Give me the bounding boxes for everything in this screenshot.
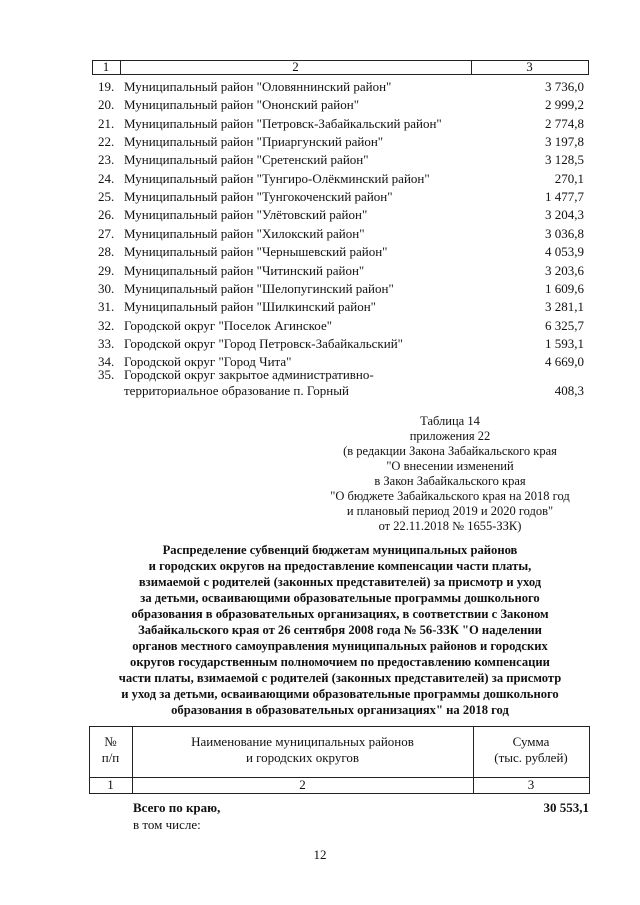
caption-line: (в редакции Закона Забайкальского края (343, 444, 557, 458)
caption-line: "О бюджете Забайкальского края на 2018 год (330, 489, 570, 503)
caption-line: и плановый период 2019 и 2020 годов" (346, 504, 554, 518)
row-name: Муниципальный район "Тунгокоченский район" (124, 189, 393, 205)
title-line: образования в образовательных организациях" на 2018 год (171, 703, 509, 717)
row-sum: 270,1 (554, 170, 584, 186)
row-name: Городской округ "Город Чита" (124, 354, 292, 370)
top-table-header-col3: 3 (526, 59, 533, 74)
row-sum: 3 197,8 (545, 134, 584, 150)
title-line: части платы, взимаемой с родителей (законных представителей) за присмотр (118, 671, 562, 685)
caption-line: приложения 22 (409, 429, 491, 443)
row-name: Муниципальный район "Хилокский район" (124, 225, 365, 241)
row-number: 19. (98, 79, 115, 94)
caption-line: от 22.11.2018 № 1655-ЗЗК) (378, 519, 522, 533)
row-name: Муниципальный район "Приаргунский район" (124, 134, 384, 150)
col-number-header: № п/п (101, 734, 120, 765)
row-number: 28. (98, 244, 115, 260)
row-sum: 3 128,5 (545, 152, 584, 168)
title-line: Забайкальского края от 26 сентября 2008 года № 56-ЗЗК "О наделении (138, 623, 542, 637)
title-line: и уход за детьми, осваивающими образовательные программы дошкольного (121, 687, 559, 701)
row-name: Муниципальный район "Тунгиро-Олёкминский район" (124, 170, 430, 186)
row-number: 34. (98, 354, 115, 370)
row-number: 24. (98, 170, 115, 186)
col-sum-header: Сумма (тыс. рублей) (494, 734, 568, 765)
row-sum: 6 325,7 (545, 317, 584, 333)
row-sum: 1 477,7 (545, 189, 584, 205)
row-sum: 3 204,3 (545, 207, 584, 223)
row-number: 31. (98, 299, 115, 315)
row-name: Муниципальный район "Читинский район" (124, 262, 365, 278)
row-name: Муниципальный район "Петровск-Забайкальский район" (124, 115, 442, 131)
page-number: 12 (313, 847, 327, 862)
row-name: Муниципальный район "Сретенский район" (124, 152, 369, 168)
row-name: Муниципальный район "Шелопугинский район" (124, 280, 394, 296)
top-table-header-col2: 2 (292, 59, 299, 74)
row-number: 33. (98, 335, 115, 351)
row-sum: 1 609,6 (545, 280, 584, 296)
title-line: за детьми, осваивающими образовательные программы дошкольного (140, 591, 540, 605)
total-sub-label: в том числе: (133, 817, 201, 832)
row-sum: 4 669,0 (545, 354, 584, 370)
total-label: Всего по краю, (133, 800, 221, 815)
row-name: Муниципальный район "Оловяннинский район" (124, 79, 392, 94)
col-index-3: 3 (527, 777, 535, 792)
title-line: округов государственным полномочием по предоставлению компенсации (130, 655, 550, 669)
total-value: 30 553,1 (543, 800, 589, 815)
row-sum: 3 036,8 (545, 225, 584, 241)
row-number: 32. (98, 317, 115, 333)
row-number: 20. (98, 97, 115, 113)
row-number: 21. (98, 115, 115, 131)
row-sum: 2 774,8 (545, 115, 584, 131)
row-name: Муниципальный район "Шилкинский район" (124, 299, 376, 315)
row-name: Муниципальный район "Чернышевский район" (124, 244, 388, 260)
title-line: взимаемой с родителей (законных представителей) за присмотр и уход (138, 575, 542, 589)
title-line: органов местного самоуправления муниципальных районов и городских (132, 639, 548, 653)
row-sum: 4 053,9 (545, 244, 584, 260)
caption-line: "О внесении изменений (386, 459, 514, 473)
top-table-header-col1: 1 (102, 59, 110, 74)
col-index-1: 1 (107, 777, 114, 792)
title-line: Распределение субвенций бюджетам муниципальных районов (162, 543, 518, 557)
row-name-line2: территориальное образование п. Горный (124, 383, 349, 398)
row-sum: 2 999,2 (545, 97, 584, 113)
row-number: 23. (98, 152, 115, 168)
row-name: Городской округ "Город Петровск-Забайкальский" (124, 335, 403, 351)
title-line: и городских округов на предоставление компенсации части платы, (148, 559, 532, 573)
caption-line: Таблица 14 (420, 414, 480, 428)
row-name-line1: Городской округ закрытое административно- (124, 367, 374, 382)
col-name-header: Наименование муниципальных районов и городских округов (191, 734, 414, 765)
row-sum: 3 281,1 (545, 299, 584, 315)
row-number: 22. (98, 134, 115, 150)
row-name: Муниципальный район "Ононский район" (124, 97, 360, 113)
row-name: Муниципальный район "Улётовский район" (124, 207, 368, 223)
title-line: образования в образовательных организациях, в соответствии с Законом (131, 607, 549, 621)
row-sum: 408,3 (554, 383, 584, 398)
row-number: 30. (98, 280, 115, 296)
caption-line: в Закон Забайкальского края (374, 474, 526, 488)
row-number: 29. (98, 262, 115, 278)
row-sum: 3 736,0 (545, 79, 584, 94)
row-number: 27. (98, 225, 115, 241)
col-index-2: 2 (299, 777, 306, 792)
row-sum: 3 203,6 (545, 262, 584, 278)
row-number: 35. (98, 367, 115, 382)
row-name: Городской округ "Поселок Агинское" (124, 317, 333, 333)
row-number: 26. (98, 207, 115, 223)
row-sum: 1 593,1 (545, 335, 584, 351)
row-number: 25. (98, 189, 115, 205)
